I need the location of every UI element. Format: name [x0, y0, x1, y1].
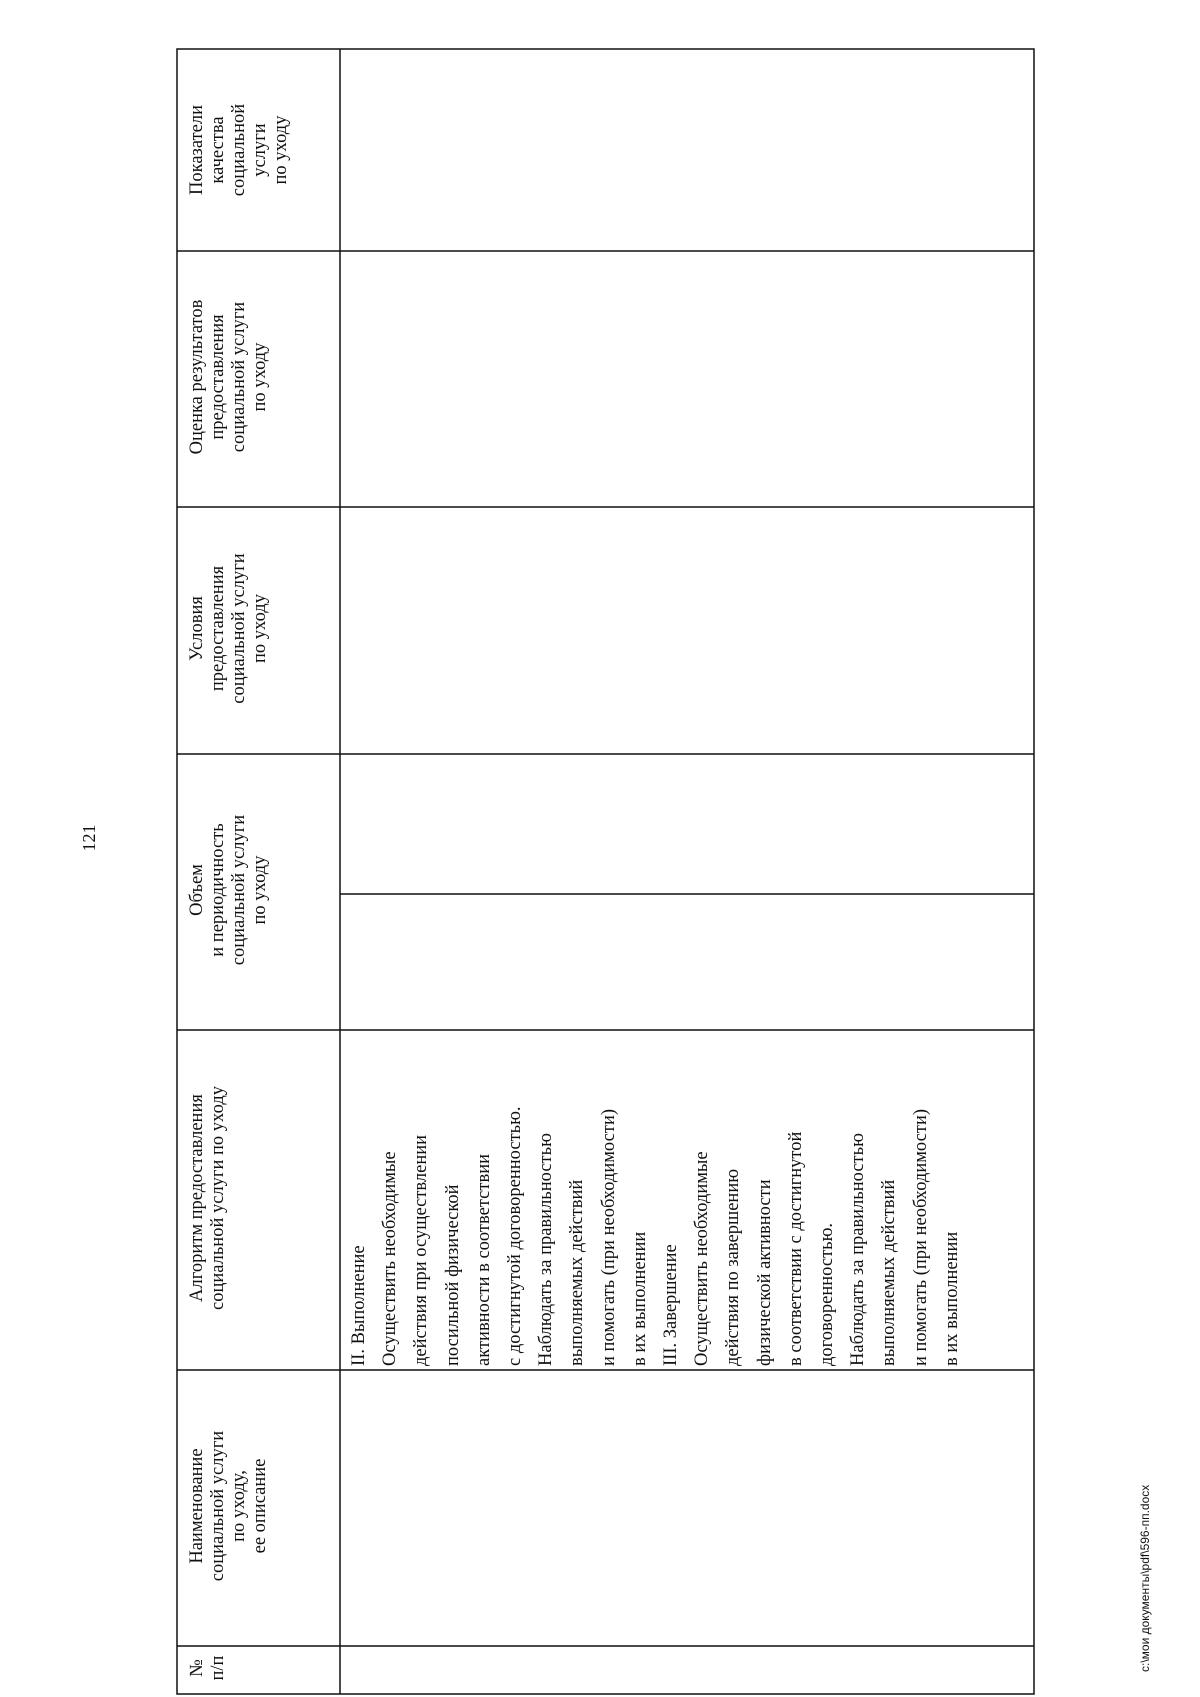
- header-line: по уходу: [250, 342, 270, 412]
- header-line: по уходу: [271, 115, 291, 185]
- algorithm-line: в соответствии с достигнутой: [785, 1131, 806, 1366]
- header-line: по уходу: [250, 855, 270, 925]
- header-line: Оценка результатов: [187, 299, 207, 455]
- algorithm-line: Осуществить необходимые: [380, 1151, 401, 1366]
- algorithm-line: II. Выполнение: [349, 1245, 369, 1366]
- algorithm-line: Наблюдать за правильностью: [848, 1133, 869, 1366]
- algorithm-line: физической активности: [754, 1179, 775, 1366]
- header-line: социальной услуги: [229, 553, 249, 704]
- algorithm-cell-text: [344, 1026, 968, 1366]
- header-line: предоставления: [208, 565, 228, 692]
- page-number: 121: [79, 824, 99, 852]
- algorithm-line: в их выполнении: [941, 1231, 962, 1366]
- header-line: №: [187, 1659, 207, 1677]
- header-line: Условия: [187, 596, 207, 661]
- algorithm-line: Осуществить необходимые: [692, 1151, 713, 1366]
- algorithm-line: выполняемых действий: [879, 1179, 900, 1366]
- algorithm-line: выполняемых действий: [567, 1179, 588, 1366]
- header-line: и периодичность: [208, 823, 228, 957]
- algorithm-line: в их выполнении: [629, 1231, 650, 1366]
- algorithm-line: III. Завершение: [661, 1244, 682, 1366]
- algorithm-line: действия по завершению: [723, 1168, 744, 1366]
- header-evaluation: [187, 251, 271, 503]
- algorithm-line: с достигнутой договоренностью.: [505, 1106, 526, 1366]
- header-line: Показатели: [187, 105, 207, 195]
- header-line: Наименование: [187, 1448, 207, 1564]
- header-line: социальной услуги: [208, 1430, 228, 1582]
- header-conditions: [187, 507, 271, 750]
- algorithm-line: активности в соответствии: [473, 1153, 494, 1366]
- header-line: ее описание: [250, 1458, 270, 1554]
- algorithm-line: посильной физической: [442, 1184, 463, 1366]
- footer-file-path: c:\мои документы\pdf\596-пп.docx: [1138, 1484, 1152, 1672]
- algorithm-line: Наблюдать за правильностью: [536, 1133, 557, 1366]
- header-line: по уходу: [250, 594, 270, 663]
- header-line: предоставления: [208, 314, 228, 440]
- header-line: п/п: [208, 1655, 228, 1681]
- header-line: социальной услуги: [229, 301, 249, 453]
- algorithm-line: и помогать (при необходимости): [910, 1108, 931, 1366]
- header-name: [187, 1370, 271, 1642]
- header-line: качества: [208, 116, 228, 184]
- table-border: [177, 49, 1034, 1694]
- header-num: [187, 1646, 229, 1690]
- header-line: услуги: [250, 123, 270, 177]
- header-line: социальной услуги: [229, 814, 249, 966]
- header-line: социальной: [229, 103, 249, 197]
- header-algorithm: [187, 1030, 229, 1366]
- header-volume: [187, 754, 271, 1026]
- header-line: социальной услуги по уходу: [208, 1086, 228, 1310]
- algorithm-line: и помогать (при необходимости): [598, 1108, 619, 1366]
- header-line: по уходу,: [229, 1470, 249, 1542]
- header-line: Алгоритм предоставления: [187, 1094, 207, 1302]
- algorithm-line: действия при осуществлении: [411, 1134, 432, 1366]
- header-line: Объем: [187, 864, 207, 916]
- algorithm-line: договоренностью.: [817, 1222, 838, 1366]
- header-quality: [187, 53, 292, 247]
